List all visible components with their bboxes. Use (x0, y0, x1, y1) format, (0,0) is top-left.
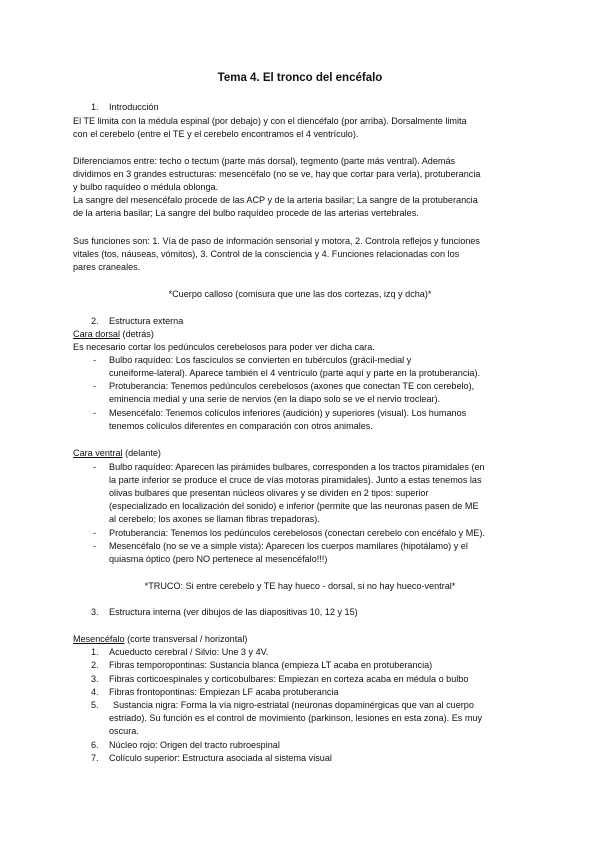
intro-line: El TE limita con la médula espinal (por debajo) y con el diencéfalo (por arriba). Dorsalmente limita (73, 116, 467, 126)
mesencephalon-subheading (73, 633, 247, 646)
ventral-subheading (73, 447, 161, 460)
dorsal-item-line: Bulbo raquídeo: Los fascículos se convierten en tubérculos (grácil-medial y (109, 355, 412, 365)
list-item-text: Fibras corticoespinales y corticobulbares: Empiezan en corteza acaba en médula o bulbo (109, 674, 469, 684)
section-2-heading: Estructura externa (109, 316, 184, 326)
dorsal-item-line: eminencia medial y una serie de nervios (en la diapo solo se ve el nervio troclear). (109, 394, 441, 404)
ventral-item-line: Mesencéfalo (no se ve a simple vista): Aparecen los cuerpos mamilares (hipotálamo) y el (109, 541, 468, 551)
list-item-text: Colículo superior: Estructura asociada al sistema visual (109, 753, 332, 763)
list-item-text: Sustancia nigra: Forma la vía nigro-estriatal (neuronas dopaminérgicas que van al cuerpo (113, 700, 474, 710)
ventral-item-line: al cerebelo; los axones se llaman fibras trepadoras). (109, 514, 320, 524)
section-1-number: 1. (91, 102, 99, 112)
bullet-dash: - (93, 462, 97, 472)
dorsal-item-line: tenemos colículos diferentes en comparación con otros animales. (109, 421, 373, 431)
list-number: 7. (91, 753, 99, 763)
dorsal-subheading (73, 328, 154, 341)
bullet-dash: - (93, 355, 97, 365)
ventral-suffix: (delante) (122, 448, 161, 458)
section-3-heading: Estructura interna (ver dibujos de las diapositivas 10, 12 y 15) (109, 607, 358, 617)
ventral-item-line: la parte inferior se produce el cruce de vías motoras piramidales). Junto a estas tenemos las (109, 475, 482, 485)
intro-line: Sus funciones son: 1. Vía de paso de información sensorial y motora, 2. Controla reflejos y funciones (73, 236, 480, 246)
ventral-item-line: Protuberancia: Tenemos los pedúnculos cerebelosos (conectan cerebelo con encéfalo y ME). (109, 528, 485, 538)
list-item-text: estriado). Su función es el control de movimiento (parkinson, lesiones en esta zona). Es muy (109, 713, 483, 723)
list-number: 1. (91, 647, 99, 657)
bullet-dash: - (93, 541, 97, 551)
dorsal-title: Cara dorsal (73, 329, 121, 339)
ventral-item-line: quiasma óptico (pero NO pertenece al mesencéfalo!!!) (109, 554, 328, 564)
list-number: 3. (91, 674, 99, 684)
list-number: 6. (91, 740, 99, 750)
intro-line: y bulbo raquídeo o médula oblonga. (73, 182, 219, 192)
list-number: 4. (91, 687, 99, 697)
intro-line: vitales (tos, náuseas, vómitos), 3. Control de la consciencia y 4. Funciones relacionadas con los (73, 249, 460, 259)
dorsal-suffix: (detrás) (120, 329, 154, 339)
intro-line: Diferenciamos entre: techo o tectum (parte más dorsal), tegmento (parte más ventral). Además (73, 156, 456, 166)
note-corpus-callosum: *Cuerpo calloso (comisura que une las dos cortezas, izq y dcha)* (168, 289, 432, 299)
document-title: Tema 4. El tronco del encéfalo (217, 72, 383, 84)
bullet-dash: - (93, 381, 97, 391)
intro-line: La sangre del mesencéfalo procede de las ACP y de la arteria basilar; La sangre de la protuberancia (73, 195, 478, 205)
dorsal-intro: Es necesario cortar los pedúnculos cerebelosos para poder ver dicha cara. (73, 342, 375, 352)
intro-line: dividimos en 3 grandes estructuras: mesencéfalo (no se ve, hay que cortar para verla), protuberancia (73, 169, 481, 179)
section-2-number: 2. (91, 316, 99, 326)
section-1-heading: Introducción (109, 102, 159, 112)
dorsal-item-line: cuneiforme-lateral). Aparece también el 4 ventrículo (parte aquí y parte en la protuberancia). (109, 368, 481, 378)
dorsal-item-line: Protuberancia: Tenemos pedúnculos cerebelosos (axones que conectan TE con cerebelo), (109, 381, 475, 391)
bullet-dash: - (93, 528, 97, 538)
ventral-item-line: Bulbo raquídeo: Aparecen las pirámides bulbares, corresponden a los tractos piramidales (en (109, 462, 485, 472)
list-item-text: Acueducto cerebral / Silvio: Une 3 y 4V. (109, 647, 269, 657)
mesencephalon-suffix: (corte transversal / horizontal) (124, 634, 248, 644)
mesencephalon-title: Mesencéfalo (73, 634, 125, 644)
list-item-text: Núcleo rojo: Origen del tracto rubroespinal (109, 740, 280, 750)
dorsal-item-line: Mesencéfalo: Tenemos colículos inferiores (audición) y superiores (visual). Los humanos (109, 408, 467, 418)
list-item-text: oscura. (109, 726, 139, 736)
ventral-item-line: olivas bulbares que presentan núcleos olivares y se dividen en 2 tipos: superior (109, 488, 429, 498)
section-3-number: 3. (91, 607, 99, 617)
list-item-text: Fibras frontopontinas: Empiezan LF acaba protuberancia (109, 687, 339, 697)
ventral-item-line: (especializado en localización del sonido) e inferior (permite que las neuronas pasen de ME (109, 501, 479, 511)
intro-line: pares craneales. (73, 262, 141, 272)
list-item-text: Fibras temporopontinas: Sustancia blanca (empieza LT acaba en protuberancia) (109, 660, 433, 670)
trick-note: *TRUCO: Si entre cerebelo y TE hay hueco - dorsal, si no hay hueco-ventral* (144, 581, 456, 591)
intro-line: con el cerebelo (entre el TE y el cerebelo encontramos el 4 ventrículo). (73, 129, 359, 139)
bullet-dash: - (93, 408, 97, 418)
intro-line: de la arteria basilar; La sangre del bulbo raquídeo procede de las arterias vertebrales. (73, 208, 419, 218)
ventral-title: Cara ventral (73, 448, 123, 458)
list-number: 5. (91, 700, 99, 710)
list-number: 2. (91, 660, 99, 670)
